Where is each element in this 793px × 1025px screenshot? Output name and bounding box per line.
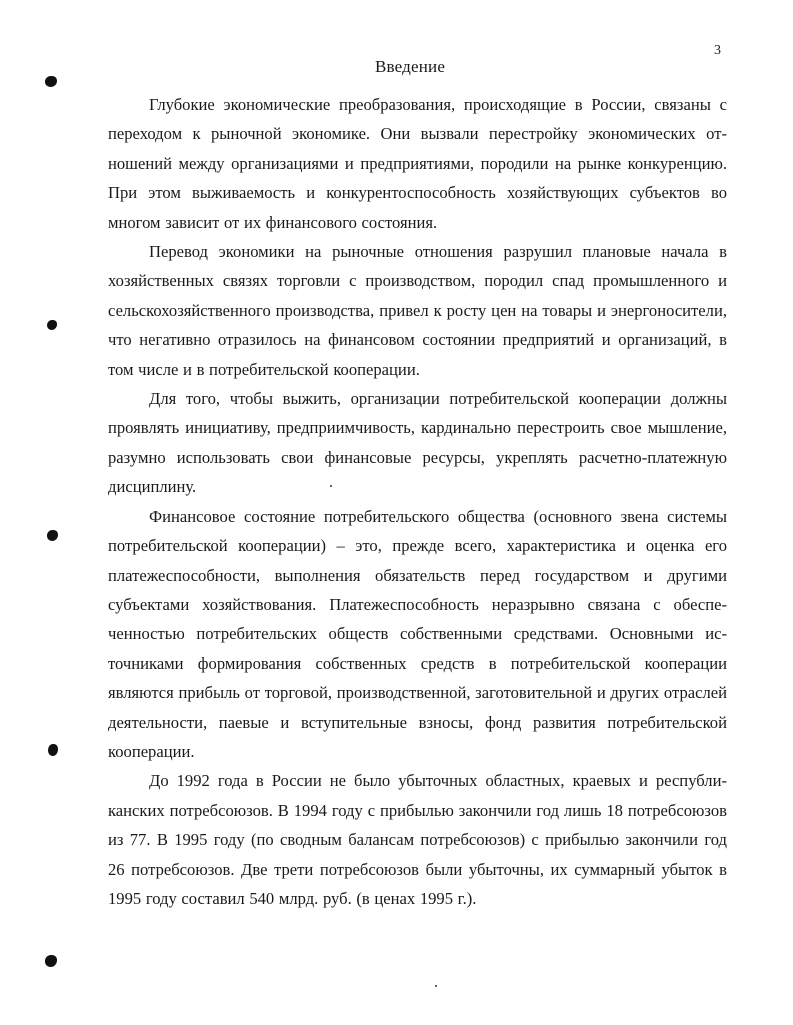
page-number: 3 xyxy=(714,43,721,58)
paragraph-5: До 1992 года в России не было убыточных областных, краевых и республиканских потребсоюзов. В 1994 году с прибылью закончили год лишь 18 потребсоюзов из 77. В 1995 году (по сводным балансам потребсоюзов) с прибылью закончили год 26 потребсоюзов. Две трети потребсоюзов были убыточны, их суммарный убыток в 1995 году составил 540 млрд. руб. (в ценах 1995 г.). xyxy=(108,771,727,908)
paragraph-4: Финансовое состояние потребительского общества (основного звена системы потребительской кооперации) – это, прежде всего, характеристика и оценка его платежеспособности, выполнения обязательств перед государством и другими субъектами хозяйствования. Платежеспособность неразрывно связана с обеспеченностью потребительских обществ собственными средствами. Основными источниками формирования собственных средств в потребительской кооперации являются прибыль от торговой, производственной, заготовительной и других отраслей деятельности, паевые и вступительные взносы, фонд развития потребительской кооперации. xyxy=(108,506,727,761)
scan-speck xyxy=(435,985,437,987)
paragraph-3: Для того, чтобы выжить, организации потребительской кооперации должны проявлять инициативу, предприимчивость, кардинально перестроить свое мышление, разумно использовать свои финансовые ресурсы, укреплять расчетно-платежную дисциплину. xyxy=(108,389,727,497)
binder-hole-mark xyxy=(48,744,58,756)
scan-speck xyxy=(330,485,332,487)
paragraph-1: Глубокие экономические преобразования, происходящие в России, связаны с переходом к рыночной экономике. Они вызвали перестройку экономических отношений между организациями и предприятиями, породили на рынке конкуренцию. При этом выживаемость и конкурентоспособность хозяйствующих субъектов во многом зависит от их финансового состояния. xyxy=(108,95,727,232)
binder-hole-mark xyxy=(45,955,57,967)
binder-hole-mark xyxy=(47,530,58,541)
paragraph-2: Перевод экономики на рыночные отношения разрушил плановые начала в хозяйственных связях торговли с производством, породил спад промышленного и сельскохозяйственного производства, привел к росту цен на товары и энергоносители, что негативно отразилось на финансовом состоянии предприятий и организаций, в том числе и в потребительской кооперации. xyxy=(108,242,727,379)
page-title: Введение xyxy=(374,57,446,76)
binder-hole-mark xyxy=(45,76,57,87)
document-body xyxy=(108,90,727,913)
binder-hole-mark xyxy=(47,320,57,330)
